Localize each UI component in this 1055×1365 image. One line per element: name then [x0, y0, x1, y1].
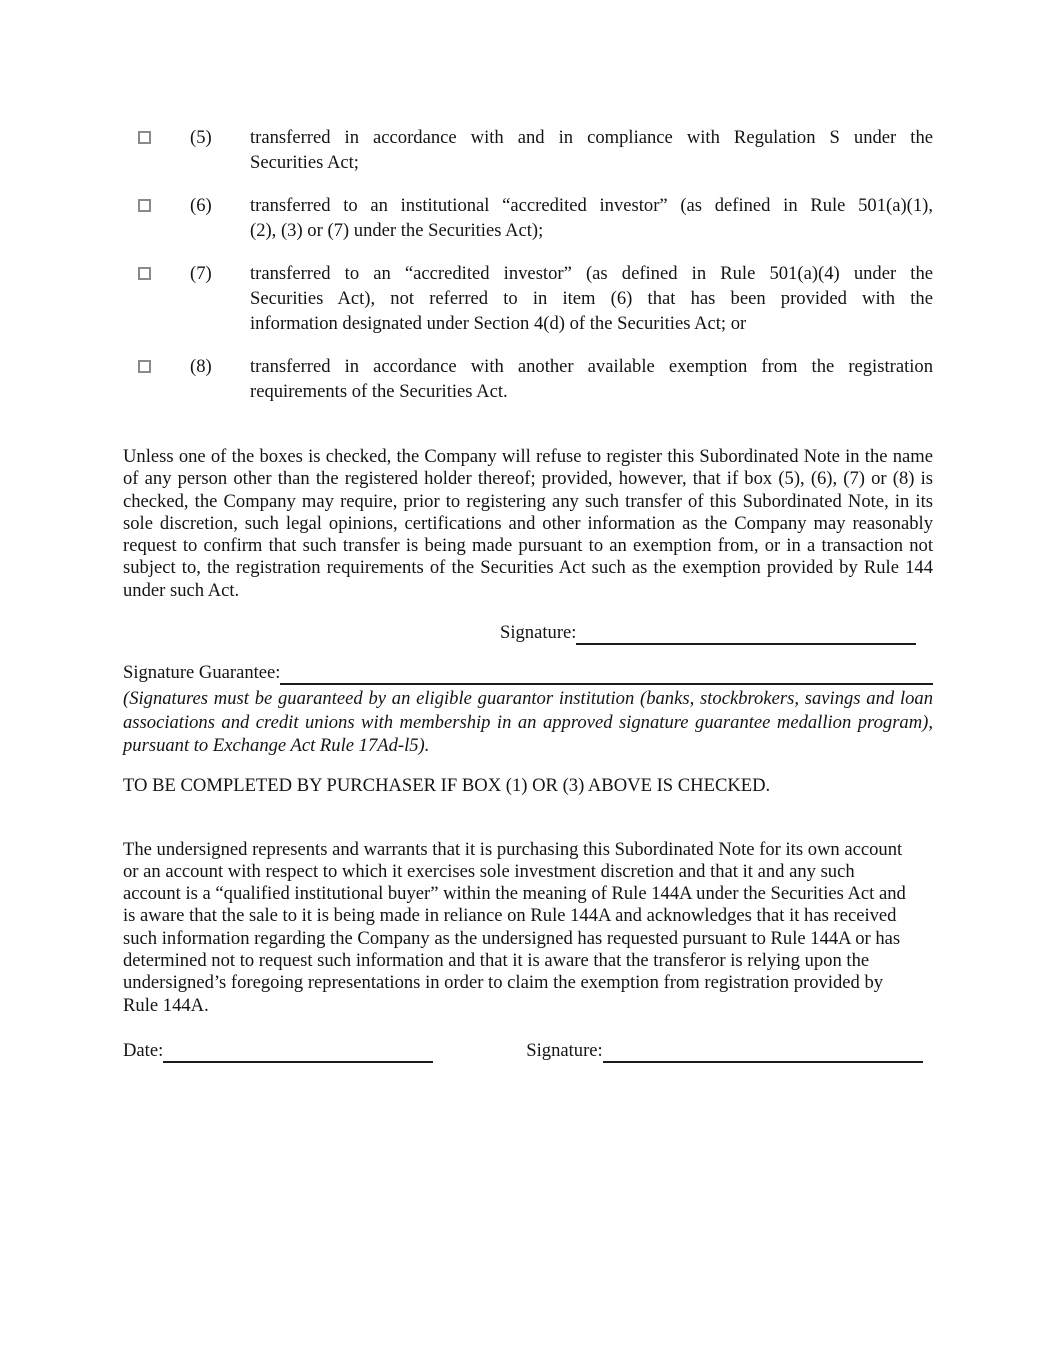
option-5-number: (5) [190, 127, 212, 148]
option-8-checkbox-cell [123, 354, 190, 404]
date-signature-row [123, 1038, 933, 1063]
signature-guarantee-label: Signature Guarantee: [123, 662, 281, 684]
text-line: of any person other than the registered holder thereof; provided, however, that if box (5), (6), (7) or (8) is [123, 468, 933, 490]
option-6-text [250, 193, 933, 243]
date-label: Date: [123, 1039, 164, 1061]
bottom-signature-label: Signature: [526, 1039, 603, 1061]
text-line: (2), (3) or (7) under the Securities Act); [250, 220, 544, 241]
text-line: request to confirm that such transfer is being made pursuant to an exemption from, or in a transaction not [123, 535, 933, 557]
option-8-checkbox[interactable] [138, 360, 151, 373]
text-line: sole discretion, such legal opinions, certifications and other information as the Company may reasonably [123, 512, 933, 534]
representation-paragraph [123, 839, 933, 1017]
text-line: checked, the Company may require, prior to registering any such transfer of this Subordinated Note, in its [123, 490, 933, 512]
transfer-option-7 [123, 261, 933, 336]
signature-field[interactable] [576, 624, 916, 645]
transfer-option-8 [123, 354, 933, 404]
option-6-number: (6) [190, 195, 212, 216]
text-line: undersigned’s foregoing representations in order to claim the exemption from registration provided by [123, 972, 884, 994]
option-7-checkbox[interactable] [138, 267, 151, 280]
text-line: transferred in accordance with another available exemption from the registration [250, 356, 933, 377]
date-field[interactable] [163, 1042, 433, 1063]
text-line: is aware that the sale to it is being made in reliance on Rule 144A and acknowledges that it has received [123, 905, 897, 927]
text-line: Securities Act; [250, 152, 359, 173]
signature-row [123, 620, 933, 645]
text-line: (Signatures must be guaranteed by an eligible guarantor institution (banks, stockbrokers, savings and loan [123, 688, 933, 710]
option-6-checkbox[interactable] [138, 199, 151, 212]
text-line: pursuant to Exchange Act Rule 17Ad-l5). [123, 735, 430, 757]
option-7-text [250, 261, 933, 336]
text-line: associations and credit unions with membership in an approved signature guarantee medallion program), [123, 711, 933, 733]
text-line: transferred to an “accredited investor” (as defined in Rule 501(a)(4) under the [250, 263, 933, 284]
text-line: information designated under Section 4(d) of the Securities Act; or [250, 313, 747, 334]
option-8-number: (8) [190, 356, 212, 377]
option-7-checkbox-cell [123, 261, 190, 336]
text-line: requirements of the Securities Act. [250, 381, 508, 402]
transfer-options-list [123, 125, 933, 404]
text-line: Rule 144A. [123, 994, 209, 1016]
text-line: transferred in accordance with and in compliance with Regulation S under the [250, 127, 933, 148]
text-line: Unless one of the boxes is checked, the Company will refuse to register this Subordinated Note in the name [123, 446, 933, 467]
text-line: transferred to an institutional “accredited investor” (as defined in Rule 501(a)(1), [250, 195, 933, 216]
transfer-option-5 [123, 125, 933, 175]
signature-guarantee-row [123, 660, 933, 685]
text-line: under such Act. [123, 579, 240, 601]
guarantee-note [123, 687, 933, 758]
text-line: or an account with respect to which it exercises sole investment discretion and that it and any such [123, 860, 855, 882]
option-8-text [250, 354, 933, 404]
option-6-checkbox-cell [123, 193, 190, 243]
option-7-number: (7) [190, 263, 212, 284]
transfer-option-6 [123, 193, 933, 243]
refusal-paragraph [123, 446, 933, 602]
text-line: account is a “qualified institutional buyer” within the meaning of Rule 144A under the Securities Act and [123, 883, 906, 905]
text-line: such information regarding the Company as the undersigned has requested pursuant to Rule 144A or has [123, 927, 901, 949]
option-5-text [250, 125, 933, 175]
signature-guarantee-field[interactable] [280, 664, 933, 685]
bottom-signature-field[interactable] [603, 1042, 923, 1063]
text-line: subject to, the registration requirements of the Securities Act such as the exemption provided by Rule 144 [123, 557, 933, 579]
purchaser-instruction: TO BE COMPLETED BY PURCHASER IF BOX (1) OR (3) ABOVE IS CHECKED. [123, 774, 771, 796]
text-line: The undersigned represents and warrants that it is purchasing this Subordinated Note for its own account [123, 838, 903, 860]
option-5-checkbox[interactable] [138, 131, 151, 144]
signature-label: Signature: [500, 622, 577, 644]
option-5-checkbox-cell [123, 125, 190, 175]
text-line: determined not to request such information and that it is aware that the transferor is relying upon the [123, 950, 870, 972]
text-line: Securities Act), not referred to in item (6) that has been provided with the [250, 288, 933, 309]
